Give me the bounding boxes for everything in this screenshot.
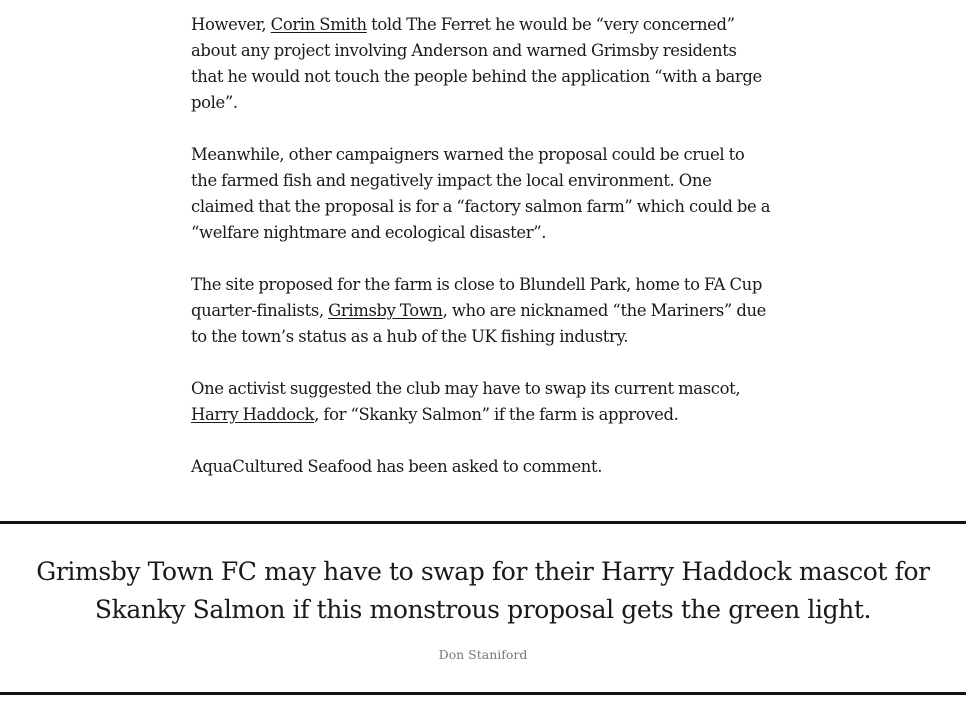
paragraph-site	[191, 272, 771, 350]
paragraph-text: The site proposed for the farm is close to Blundell Park, home to FA Cup quarter-finalists,	[191, 275, 762, 320]
paragraph-text: However,	[191, 15, 271, 34]
paragraph-text: , who are nicknamed “the Mariners” due to the town’s status as a hub of the UK fishing industry.	[191, 301, 767, 346]
pullquote-top-divider	[0, 521, 966, 524]
paragraph-comment	[191, 454, 771, 480]
article-body	[191, 12, 771, 506]
harry-haddock-link[interactable]: Harry Haddock	[191, 405, 315, 424]
pullquote-bottom-divider	[0, 692, 966, 695]
paragraph-campaigners	[191, 142, 771, 246]
paragraph-text: told The Ferret he would be “very concerned” about any project involving Anderson and warned Grimsby residents that he would not touch the people behind the application “with a barge pole”.	[191, 15, 762, 112]
pullquote-text: Grimsby Town FC may have to swap for their Harry Haddock mascot for Skanky Salmon if this monstrous proposal gets the green light.	[36, 557, 930, 624]
grimsby-town-link[interactable]: Grimsby Town	[328, 301, 443, 320]
paragraph-text: One activist suggested the club may have to swap its current mascot,	[191, 379, 741, 398]
paragraph-text: Meanwhile, other campaigners warned the proposal could be cruel to the farmed fish and negatively impact the local environment. One claimed that the proposal is for a “factory salmon farm” which could be a “welfare nightmare and ecological disaster”.	[191, 145, 771, 242]
corin-smith-link[interactable]: Corin Smith	[270, 15, 367, 34]
paragraph-text: AquaCultured Seafood has been asked to comment.	[191, 457, 603, 476]
paragraph-mascot	[191, 376, 771, 428]
paragraph-text: , for “Skanky Salmon” if the farm is approved.	[314, 405, 679, 424]
paragraph-corin-smith	[191, 12, 771, 116]
pullquote-author: Don Staniford	[438, 647, 528, 662]
